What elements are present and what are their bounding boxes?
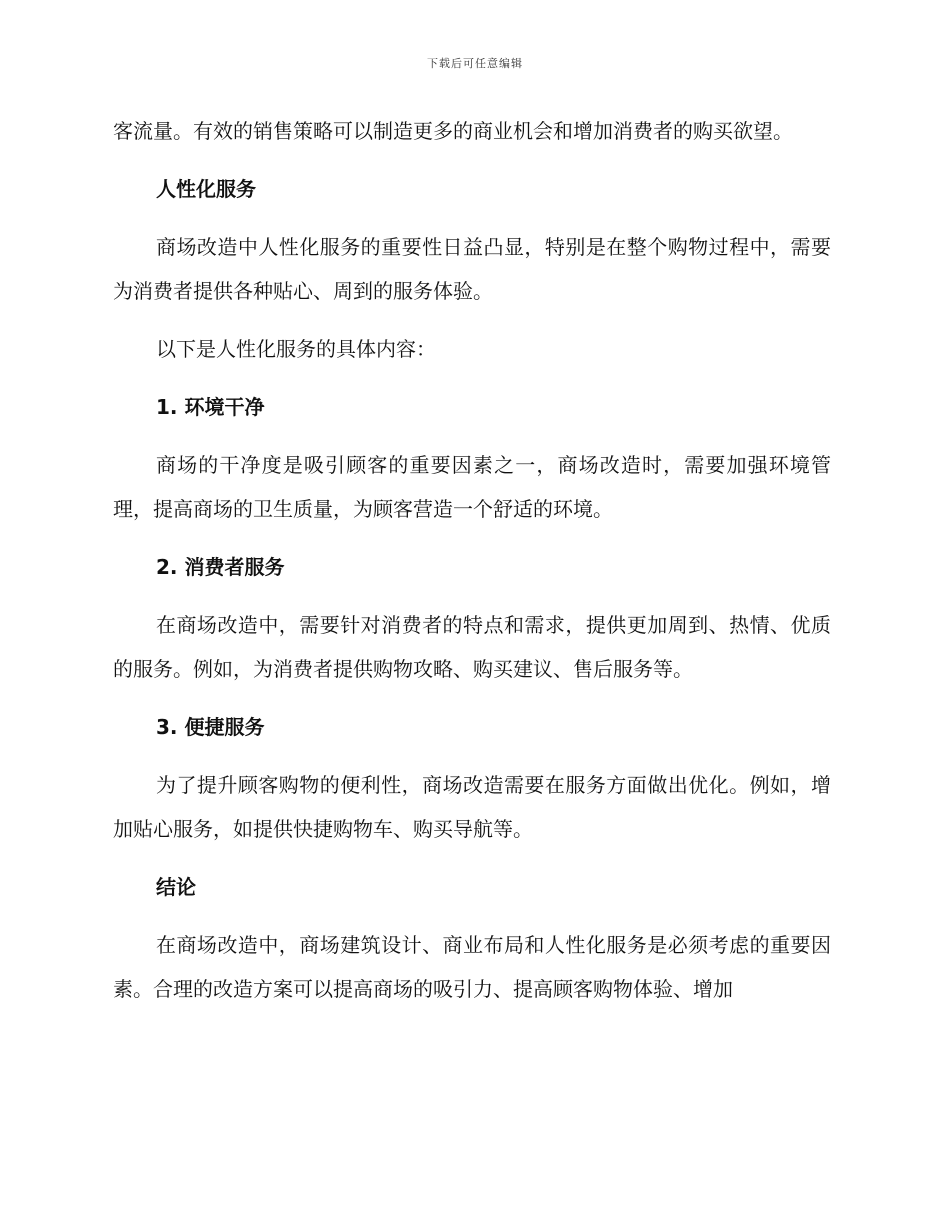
section-heading-humanized-service: 人性化服务: [156, 177, 256, 201]
subheading-clean-environment: 1. 环境干净: [156, 395, 265, 419]
subheading-convenient-service: 3. 便捷服务: [156, 715, 265, 739]
paragraph-convenient-service: 为了提升顾客购物的便利性，商场改造需要在服务方面做出优化。例如，增加贴心服务，如提供快捷购物车、购买导航等。: [113, 773, 831, 841]
paragraph-conclusion: 在商场改造中，商场建筑设计、商业布局和人性化服务是必须考虑的重要因素。合理的改造方案可以提高商场的吸引力、提高顾客购物体验、增加: [113, 933, 831, 1001]
paragraph-consumer-service: 在商场改造中，需要针对消费者的特点和需求，提供更加周到、热情、优质的服务。例如，为消费者提供购物攻略、购买建议、售后服务等。: [113, 613, 831, 681]
paragraph-humanized-intro: 商场改造中人性化服务的重要性日益凸显，特别是在整个购物过程中，需要为消费者提供各种贴心、周到的服务体验。: [113, 235, 831, 303]
section-heading-conclusion: 结论: [156, 875, 196, 899]
document-body: [113, 109, 831, 1025]
paragraph-clean-environment: 商场的干净度是吸引顾客的重要因素之一，商场改造时，需要加强环境管理，提高商场的卫生质量，为顾客营造一个舒适的环境。: [113, 453, 831, 521]
paragraph-list-intro: 以下是人性化服务的具体内容：: [156, 337, 436, 361]
paragraph-continuation: 客流量。有效的销售策略可以制造更多的商业机会和增加消费者的购买欲望。: [113, 119, 793, 143]
subheading-consumer-service: 2. 消费者服务: [156, 555, 285, 579]
page-header: 下载后可任意编辑: [427, 57, 523, 70]
